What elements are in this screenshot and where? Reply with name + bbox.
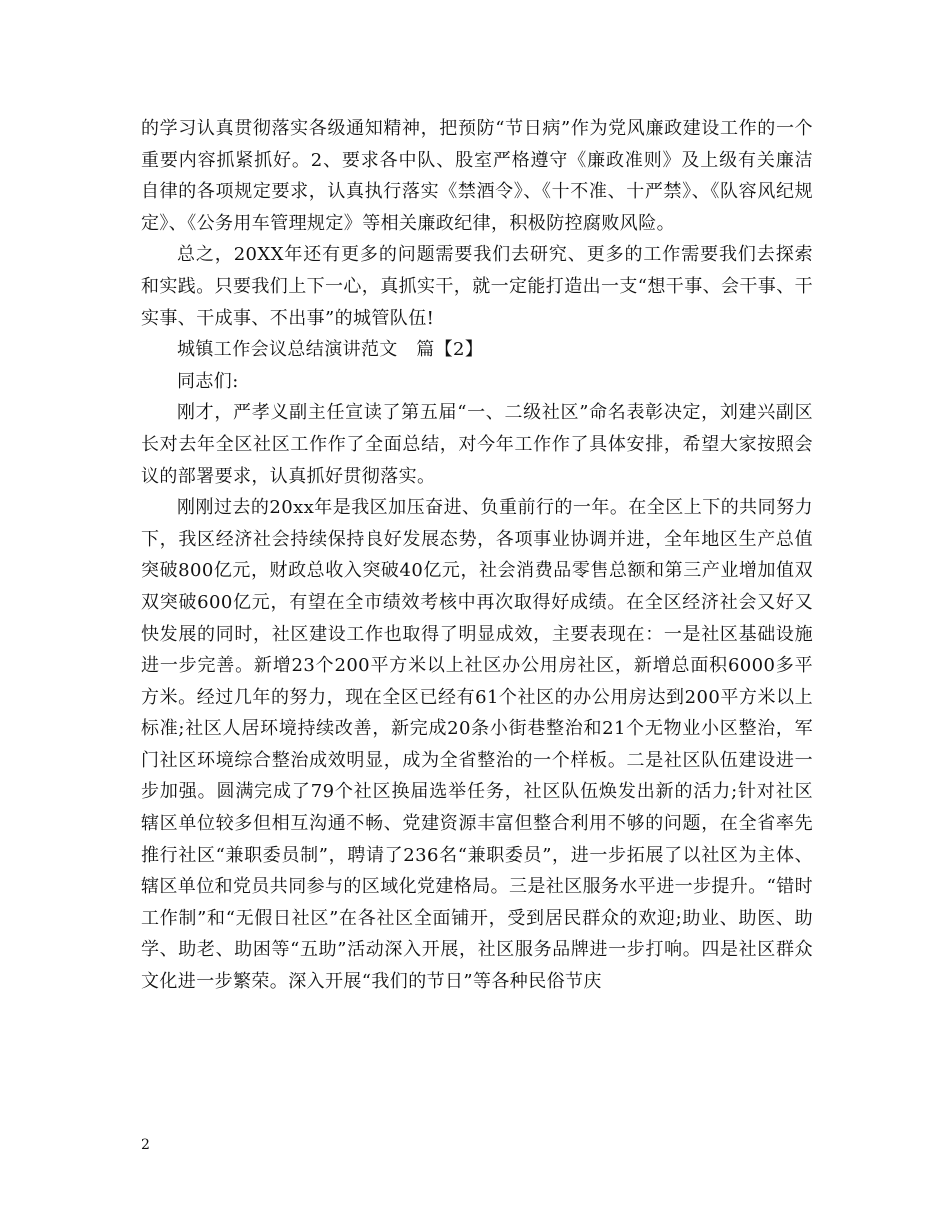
salutation: 同志们: [177, 370, 239, 392]
paragraph-5: 刚才，严孝义副主任宣读了第五届“一、二级社区”命名表彰决定，刘建兴副区长对去年全区社区工作作了全面总结，对今年工作作了具体安排，希望大家按照会议的部署要求，认真抓好贯彻落实。 [141, 402, 813, 487]
section-heading: 城镇工作会议总结演讲范文 篇【2】 [177, 339, 484, 361]
document-body [141, 113, 813, 998]
paragraph-2: 总之，20XX年还有更多的问题需要我们去研究、更多的工作需要我们去探索和实践。只要我们上下一心，真抓实干，就一定能打造出一支“想干事、会干事、干实事、干成事、不出事”的城管队伍! [141, 244, 813, 329]
paragraph-6: 刚刚过去的20xx年是我区加压奋进、负重前行的一年。在全区上下的共同努力下，我区经济社会持续保持良好发展态势，各项事业协调并进，全年地区生产总值突破800亿元，财政总收入突破40亿元，社会消费品零售总额和第三产业增加值双双突破600亿元，有望在全市绩效考核中再次取得好成绩。在全区经济社会又好又快发展的同时，社区建设工作也取得了明显成效，主要表现在：一是社区基础设施进一步完善。新增23个200平方米以上社区办公用房社区，新增总面积6000多平方米。经过几年的努力，现在全区已经有61个社区的办公用房达到200平方米以上标准;社区人居环境持续改善，新完成20条小街巷整治和21个无物业小区整治，军门社区环境综合整治成效明显，成为全省整治的一个样板。二是社区队伍建设进一步加强。圆满完成了79个社区换届选举任务，社区队伍焕发出新的活力;针对社区辖区单位较多但相互沟通不畅、党建资源丰富但整合利用不够的问题，在全省率先推行社区“兼职委员制”，聘请了236名“兼职委员”，进一步拓展了以社区为主体、辖区单位和党员共同参与的区域化党建格局。三是社区服务水平进一步提升。“错时工作制”和“无假日社区”在各社区全面铺开，受到居民群众的欢迎;助业、助医、助学、助老、助困等“五助”活动深入开展，社区服务品牌进一步打响。四是社区群众文化进一步繁荣。深入开展“我们的节日”等各种民俗节庆 [141, 497, 813, 993]
page-number: 2 [141, 1137, 150, 1153]
paragraph-1: 的学习认真贯彻落实各级通知精神，把预防“节日病”作为党风廉政建设工作的一个重要内容抓紧抓好。2、要求各中队、股室严格遵守《廉政准则》及上级有关廉洁自律的各项规定要求，认真执行落实《禁酒令》、《十不准、十严禁》、《队容风纪规定》、《公务用车管理规定》等相关廉政纪律，积极防控腐败风险。 [141, 118, 813, 234]
